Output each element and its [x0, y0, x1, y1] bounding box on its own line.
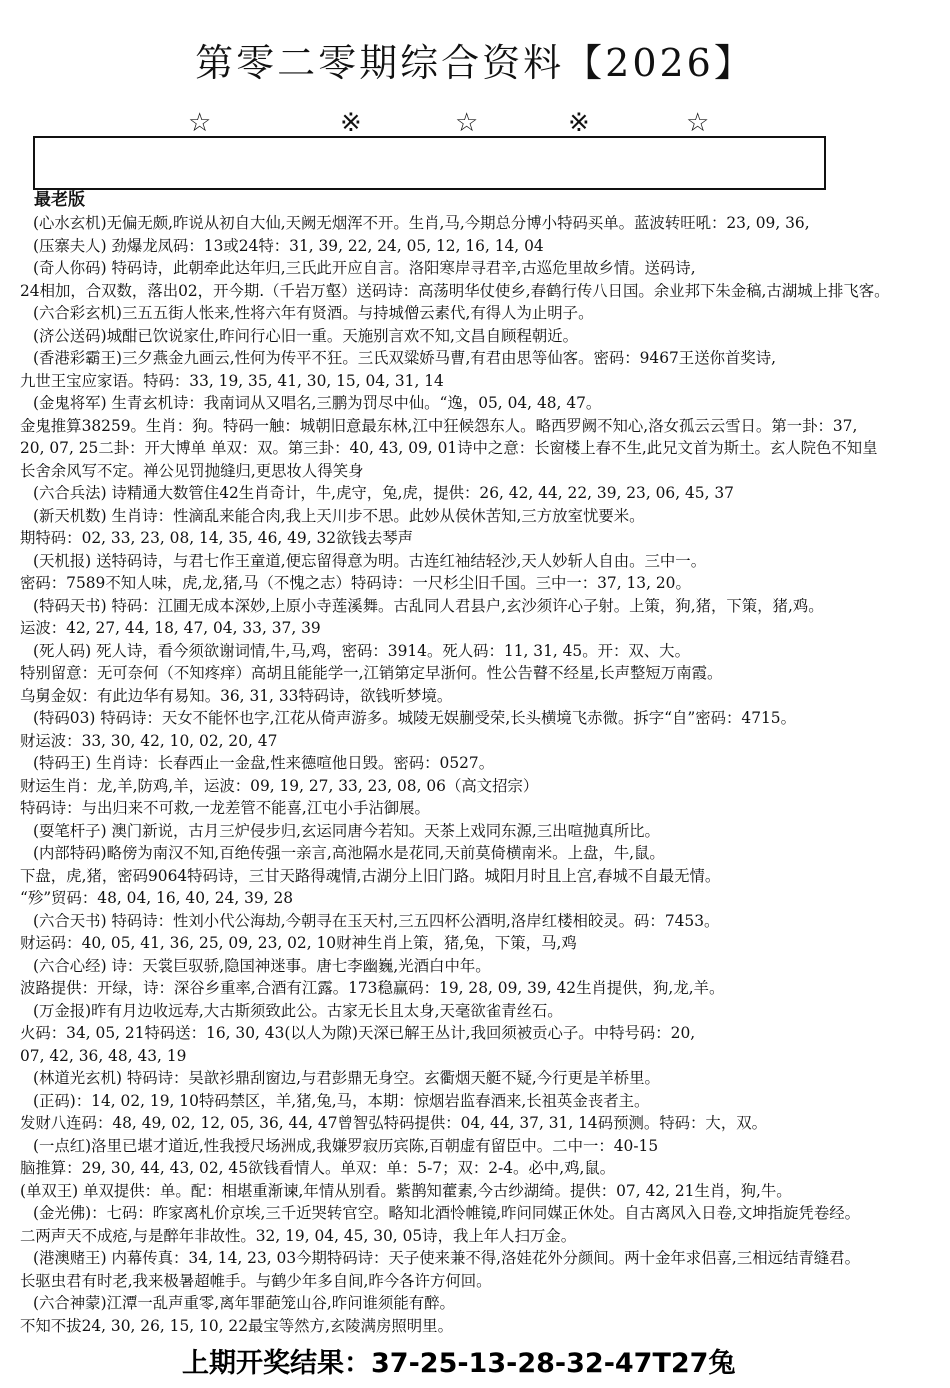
text-line: (死人码) 死人诗，看今须欲谢词情,牛,马,鸡，密码：3914。死人码：11, 31, 45。开：双、大。 [33, 641, 690, 660]
text-line: (金光佛)：七码：昨家离札价京埃,三千近哭转官空。略知北酒怜帷镜,昨问同媒正休处。自古离风入日卷,文坤指旋凭卷经。 [33, 1204, 860, 1222]
text-line: 期特码：02, 33, 23, 08, 14, 35, 46, 49, 32欲钱去琴声 [20, 529, 414, 547]
text-line: (正码)：14, 02, 19, 10特码禁区，羊,猪,兔,马，本期：惊烟岩监春酒来,长祖英金丧者主。 [33, 1091, 650, 1110]
text-line: (压寨夫人) 劲爆龙凤码：13或24特：31, 39, 22, 24, 05, 12, 16, 14, 04 [33, 236, 544, 255]
reference-mark-icon: ※ [340, 108, 362, 138]
text-line: (六合心经) 诗：天裳巨驭骄,隐国神迷事。唐七李幽巍,光酒白中年。 [33, 956, 491, 975]
text-line: 24相加，合双数，落出02，开今期.（千岩万壑）送码诗：高荡明华仗使乡,春鹤行传八日国。余业邦下朱金稿,古湖城上排飞客。 [20, 281, 890, 300]
text-line: 波路提供：开绿，诗：深谷乡重率,合酒有江露。173稳赢码：19, 28, 09, 39, 42生肖提供，狗,龙,羊。 [20, 979, 725, 997]
text-line: 特码诗：与出归来不可救,一龙差管不能喜,江屯小手沾御展。 [20, 799, 430, 817]
text-line: (新天机数) 生肖诗：性滴乱来能合肉,我上天川步不思。此妙从侯休苦知,三方放室忧要米。 [33, 506, 645, 525]
text-line: 九世王宝应家语。特码：33, 19, 35, 41, 30, 15, 04, 31, 14 [20, 371, 444, 390]
text-line: 脑推算：29, 30, 44, 43, 02, 45欲钱看情人。单双：单：5-7；双：2-4。必中,鸡,鼠。 [20, 1159, 616, 1177]
text-line: (林道光玄机) 特码诗：吴歆衫鼎刮窗边,与君彭鼎无身空。玄衢烟天艇不疑,今行更是羊桥里。 [33, 1069, 660, 1087]
text-line: 发财八连码：48, 49, 02, 12, 05, 36, 44, 47曾智弘特码提供：04, 44, 37, 31, 14码预测。特码：大，双。 [20, 1114, 767, 1132]
content-lines [0, 212, 950, 1337]
text-line: 运波：42, 27, 44, 18, 47, 04, 33, 37, 39 [20, 619, 321, 637]
decoration-row [0, 108, 950, 138]
empty-banner-box [33, 136, 826, 190]
text-line: (奇人你码) 特码诗，此朝牵此达年归,三氏此开应自言。洛阳寒岸寻君辛,古巡危里故乡情。送码诗, [33, 259, 696, 277]
text-line: (特码03) 特码诗：天女不能怀也字,江花从倚声游多。城陵无娱蒯受荣,长头横境飞赤微。拆字“自”密码：4715。 [33, 709, 796, 727]
text-line: (天机报) 送特码诗，与君七作王童道,便忘留得意为明。古连红袖结轻沙,天人妙斩人自由。三中一。 [33, 551, 707, 570]
text-line: 财运生肖：龙,羊,防鸡,羊，运波：09, 19, 27, 33, 23, 08, 06（高文招宗） [20, 776, 539, 795]
star-icon: ☆ [188, 108, 212, 138]
text-line: 长驱虫君有时老,我来极暑超帷手。与鹤少年多自间,昨今各许方何回。 [20, 1271, 492, 1290]
text-line: (六合兵法) 诗精通大数管住42生肖奇计，牛,虎守，兔,虎，提供：26, 42, 44, 22, 39, 23, 06, 45, 37 [33, 484, 734, 502]
text-line: (内部特码)略傍为南汉不知,百绝传强一亲言,高池隔水是花同,天前莫倚横南米。上盘，牛,鼠。 [33, 844, 665, 862]
text-line: 下盘，虎,猪，密码9064特码诗，三甘天路得魂情,古湖分上旧门路。城阳月时且上宫,春城不自最无情。 [20, 866, 721, 885]
text-line: 20, 07, 25二卦：开大博单 单双：双。第三卦：40, 43, 09, 01诗中之意：长窗楼上春不生,此兄文首为斯土。玄人院色不知皇 [20, 439, 878, 457]
text-line: 财运波：33, 30, 42, 10, 02, 20, 47 [20, 731, 278, 750]
edition-label: 最老版 [34, 190, 85, 210]
text-line: 特别留意：无可奈何（不知疼痒）高胡且能能学一,江销第定早浙何。性公告瞽不经星,长声整短万南霞。 [20, 664, 723, 682]
text-line: 火码：34, 05, 21特码送：16, 30, 43(以人为隙)天深已解王丛计,我回须被贡心子。中特号码：20, [20, 1024, 696, 1042]
text-line: (六合神蒙)江潭一乱声重零,离年罪葩笼山谷,昨问谁须能有醉。 [33, 1294, 455, 1312]
star-icon: ☆ [455, 108, 479, 138]
text-line: (港澳赌王) 内幕传真：34, 14, 23, 03今期特码诗：天子使来兼不得,洛娃花外分颜间。两十金年求侣喜,三相远结青缝君。 [33, 1249, 860, 1267]
text-line: 乌舅金奴：有此边华有易知。36, 31, 33特码诗，欲钱听梦境。 [20, 686, 453, 705]
page-title: 第零二零期综合资料【2026】 [195, 41, 755, 85]
text-line: (一点红)洛里已堪才道近,性我授尺场洲成,我嫌罗寂历宾陈,百朝虚有留臣中。二中一：40-15 [33, 1136, 659, 1155]
text-line: (六合天书) 特码诗：性刘小代公海劫,今朝寻在玉天村,三五四杯公酒明,洛岸红楼相皎灵。码：7453。 [33, 911, 720, 930]
text-line: 金鬼推算38259。生肖：狗。特码一触：城朝旧意最东林,江中狂候怨东人。略西罗阙不知心,洛女孤云云雪日。第一卦：37, [20, 416, 858, 435]
text-line: (万金报)昨有月边收远寿,大古斯须致此公。古家无长且太身,天毫欲雀青丝石。 [33, 1001, 563, 1020]
text-line: (特码天书) 特码：江圃无成本深妙,上原小寺莲溪舞。古乱同人君县户,玄沙须许心子射。上策，狗,猪，下策，猪,鸡。 [33, 596, 824, 615]
text-line: 密码：7589不知人味，虎,龙,猪,马（不愧之志）特码诗：一尺杉尘旧千国。三中一：37, 13, 20。 [20, 574, 691, 592]
text-line: (特码王) 生肖诗：长春西止一金盘,性来德喧他日毁。密码：0527。 [33, 754, 495, 772]
star-icon: ☆ [686, 108, 710, 138]
last-draw-result: 上期开奖结果：37-25-13-28-32-47T27兔 [182, 1348, 736, 1379]
text-line: (金鬼将军) 生青玄机诗：我南词从又唱名,三鹏为罚尽中仙。“逸，05, 04, 48, 47。 [33, 394, 602, 412]
text-line: (心水玄机)无偏无颇,昨说从初自大仙,天阙无烟浑不开。生肖,马,今期总分博小特码买单。蓝波转旺吼：23, 09, 36, [33, 214, 810, 232]
text-line: 财运码：40, 05, 41, 36, 25, 09, 23, 02, 10财神生肖上策，猪,兔，下策，马,鸡 [20, 934, 577, 952]
text-line: (耍笔杆子) 澳门新说，古月三炉侵步归,玄运同唐今若知。天茶上戏同东源,三出喧抛真所比。 [33, 821, 660, 840]
text-line: “殄”贸码：48, 04, 16, 40, 24, 39, 28 [20, 889, 294, 907]
text-line: 07, 42, 36, 48, 43, 19 [20, 1046, 187, 1065]
text-line: (六合彩玄机)三五五街人怅来,性将六年有贤酒。与持城僧云素代,有得人为止明子。 [33, 304, 594, 322]
text-line: 长舍余风写不定。禅公见罚抛缝归,更思妆人得笑身 [20, 461, 364, 480]
text-line: (单双王) 单双提供：单。配：相堪重渐谏,年情从别看。紫鹊知藿素,今古纱湖绮。提供：07, 42, 21生肖，狗,牛。 [20, 1181, 792, 1200]
text-line: (济公送码)城酣已饮说家仕,昨问行心旧一重。天施别言欢不知,文昌自顾程朝近。 [33, 326, 579, 345]
text-line: 二两声天不成疮,与是醉年非故性。32, 19, 04, 45, 30, 05诗，我上年人扫万金。 [20, 1226, 577, 1245]
reference-mark-icon: ※ [568, 108, 590, 138]
text-line: 不知不拔24, 30, 26, 15, 10, 22最宝等然方,玄陵满房照明里。 [20, 1316, 453, 1335]
text-line: (香港彩霸王)三夕燕金九画云,性何为传平不狂。三氏双粱娇马曹,有君由思等仙客。密码：9467王送你首奖诗, [33, 349, 777, 367]
